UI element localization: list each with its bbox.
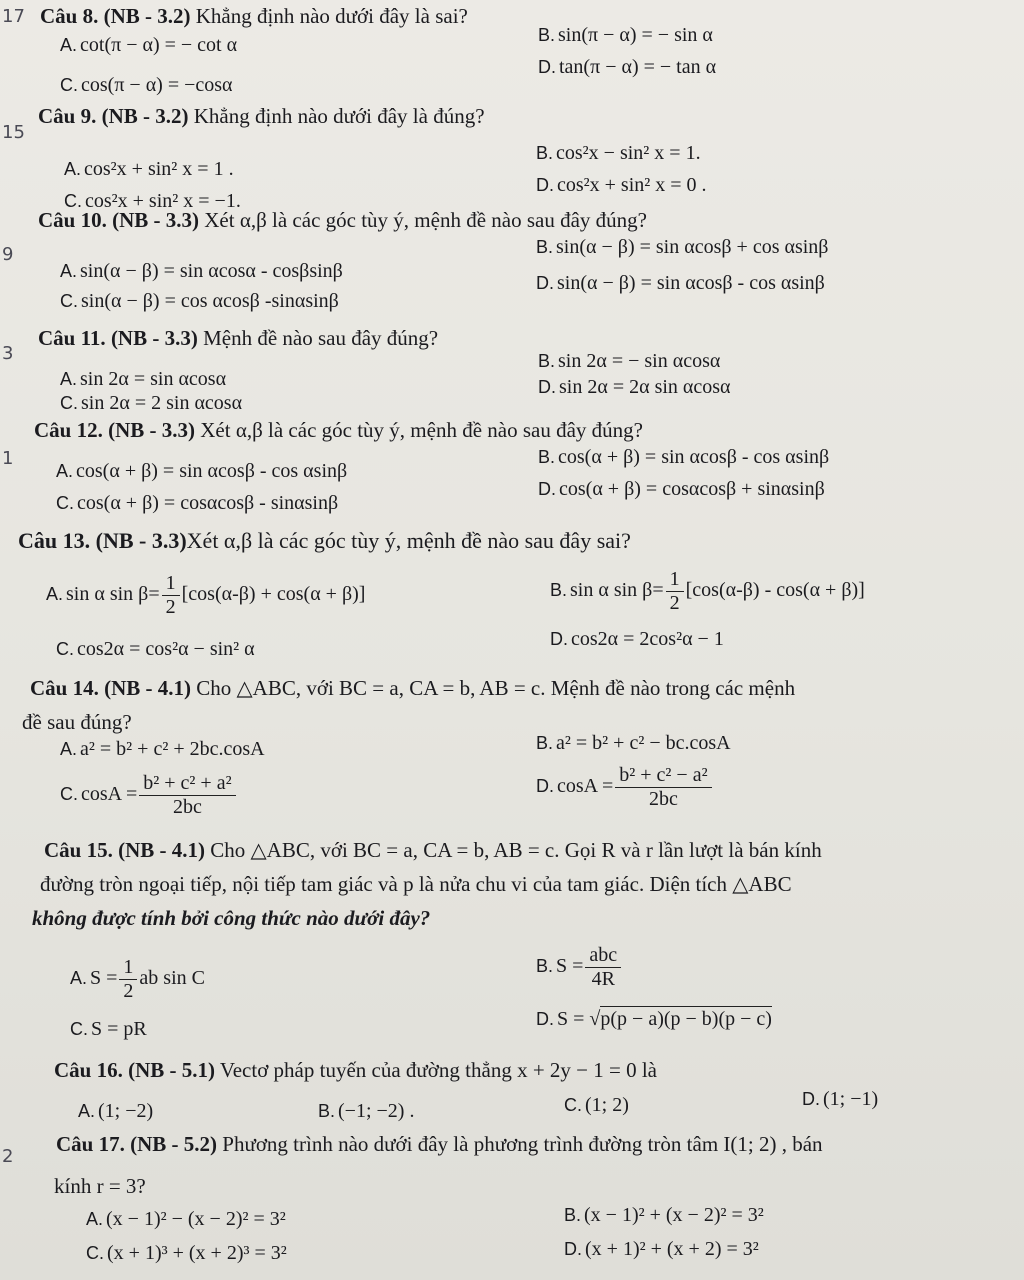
option-c[interactable]: C. cosA = $\frac{\text{b² + c² + a²}}{2bc}$ (60, 772, 238, 819)
option-d[interactable]: D. (x + 1)² + (x + 2) = 3² (564, 1238, 759, 1260)
question-title: Câu 14. (NB - 4.1) Cho △ABC, với BC = a, CA = b, AB = c. Mệnh đề nào trong các mệnh (30, 676, 796, 700)
question-title-cont: kính r = 3? (54, 1174, 146, 1198)
question-title: Câu 9. (NB - 3.2) Khẳng định nào dưới đây là đúng? (38, 104, 485, 128)
option-b[interactable]: B. sin(α − β) = sin αcosβ + cos αsinβ (536, 236, 829, 258)
fraction: $\frac{1}{2}$ (119, 956, 137, 1003)
option-b[interactable]: B. sin 2α = − sin αcosα (538, 350, 721, 372)
question-title: Câu 10. (NB - 3.3) Xét α,β là các góc tùy ý, mệnh đề nào sau đây đúng? (38, 208, 647, 232)
option-a[interactable]: A. cos²x + sin² x = 1 . (64, 158, 234, 180)
question-title: Câu 17. (NB - 5.2) Phương trình nào dưới đây là phương trình đường tròn tâm I(1; 2) , bán (56, 1132, 823, 1156)
fraction: $\frac{\text{abc}}{4R}$ (585, 944, 621, 991)
question-title: Câu 11. (NB - 3.3) Mệnh đề nào sau đây đúng? (38, 326, 439, 350)
fraction: $\frac{\text{b² + c² + a²}}{2bc}$ (139, 772, 235, 819)
option-c[interactable]: C. sin 2α = 2 sin αcosα (60, 392, 243, 414)
margin-mark: 17 (2, 6, 25, 27)
option-a[interactable]: A. sin 2α = sin αcosα (60, 368, 227, 390)
option-b[interactable]: B. (−1; −2) . (318, 1100, 415, 1122)
question-title: Câu 8. (NB - 3.2) Khẳng định nào dưới đây là sai? (40, 4, 468, 28)
radicand: p(p − a)(p − b)(p − c) (600, 1008, 772, 1030)
option-b[interactable]: B. S = $\frac{\text{abc}}{4R}$ (536, 944, 623, 991)
option-b[interactable]: B. (x − 1)² + (x − 2)² = 3² (564, 1204, 764, 1226)
option-d[interactable]: D. tan(π − α) = − tan α (538, 56, 717, 78)
option-d[interactable]: D. cos(α + β) = cosαcosβ + sinαsinβ (538, 478, 825, 500)
option-d[interactable]: D. sin 2α = 2α sin αcosα (538, 376, 731, 398)
option-a[interactable]: A. (x − 1)² − (x − 2)² = 3² (86, 1208, 286, 1230)
option-b[interactable]: B. sin(π − α) = − sin α (538, 24, 713, 46)
question-title: Câu 12. (NB - 3.3) Xét α,β là các góc tùy ý, mệnh đề nào sau đây đúng? (34, 418, 643, 442)
margin-mark: 2 (2, 1146, 14, 1167)
option-d[interactable]: D. cos2α = 2cos²α − 1 (550, 628, 724, 650)
question-title-cont: đường tròn ngoại tiếp, nội tiếp tam giác và p là nửa chu vi của tam giác. Diện tích △ABC (40, 872, 792, 896)
option-b[interactable]: B. cos²x − sin² x = 1. (536, 142, 701, 164)
option-c[interactable]: C. cos(π − α) = −cosα (60, 74, 233, 96)
margin-mark: 1 (2, 448, 14, 469)
option-d[interactable]: D. sin(α − β) = sin αcosβ - cos αsinβ (536, 272, 825, 294)
option-d[interactable]: D. cos²x + sin² x = 0 . (536, 174, 707, 196)
question-title-cont: đề sau đúng? (22, 710, 132, 734)
question-title: Câu 15. (NB - 4.1) Cho △ABC, với BC = a, CA = b, AB = c. Gọi R và r lần lượt là bán kính (44, 838, 822, 862)
option-c[interactable]: C. sin(α − β) = cos αcosβ -sinαsinβ (60, 290, 339, 312)
question-title: Câu 13. (NB - 3.3)Xét α,β là các góc tùy ý, mệnh đề nào sau đây sai? (18, 528, 631, 553)
option-c[interactable]: C. cos(α + β) = cosαcosβ - sinαsinβ (56, 492, 339, 514)
option-a[interactable]: A. sin(α − β) = sin αcosα - cosβsinβ (60, 260, 343, 282)
option-a[interactable]: A. S = $\frac{1}{2}$ ab sin C (70, 956, 205, 1002)
question-title-cont: không được tính bởi công thức nào dưới đây? (32, 906, 431, 930)
option-c[interactable]: C. (x + 1)³ + (x + 2)³ = 3² (86, 1242, 287, 1264)
option-b[interactable]: B. cos(α + β) = sin αcosβ - cos αsinβ (538, 446, 830, 468)
option-a[interactable]: A. sin α sin β= $\frac{1}{2}$ [cos(α-β) + cos(α + β)] (46, 572, 366, 618)
option-c[interactable]: C. cos²x + sin² x = −1. (64, 190, 241, 212)
option-a[interactable]: A. (1; −2) (78, 1100, 154, 1122)
option-a[interactable]: A. cot(π − α) = − cot α (60, 34, 238, 56)
option-c[interactable]: C. cos2α = cos²α − sin² α (56, 638, 255, 660)
margin-mark: 3 (2, 343, 14, 364)
option-b[interactable]: B. a² = b² + c² − bc.cosA (536, 732, 731, 754)
option-c[interactable]: C. S = pR (70, 1018, 147, 1040)
fraction: $\frac{1}{2}$ (666, 568, 684, 615)
margin-mark: 15 (2, 122, 25, 143)
fraction: $\frac{\text{b² + c² − a²}}{2bc}$ (615, 764, 711, 811)
option-d[interactable]: D. S = √p(p − a)(p − b)(p − c) (536, 1008, 772, 1030)
option-b[interactable]: B. sin α sin β= $\frac{1}{2}$ [cos(α-β) - cos(α + β)] (550, 568, 865, 614)
margin-mark: 9 (2, 244, 14, 265)
fraction: $\frac{1}{2}$ (162, 572, 180, 619)
option-d[interactable]: D. (1; −1) (802, 1088, 879, 1110)
option-d[interactable]: D. cosA = $\frac{\text{b² + c² − a²}}{2bc}$ (536, 764, 714, 811)
option-c[interactable]: C. (1; 2) (564, 1094, 629, 1116)
option-a[interactable]: A. cos(α + β) = sin αcosβ - cos αsinβ (56, 460, 348, 482)
question-title: Câu 16. (NB - 5.1) Vectơ pháp tuyến của đường thẳng x + 2y − 1 = 0 là (54, 1058, 658, 1082)
option-a[interactable]: A. a² = b² + c² + 2bc.cosA (60, 738, 265, 760)
